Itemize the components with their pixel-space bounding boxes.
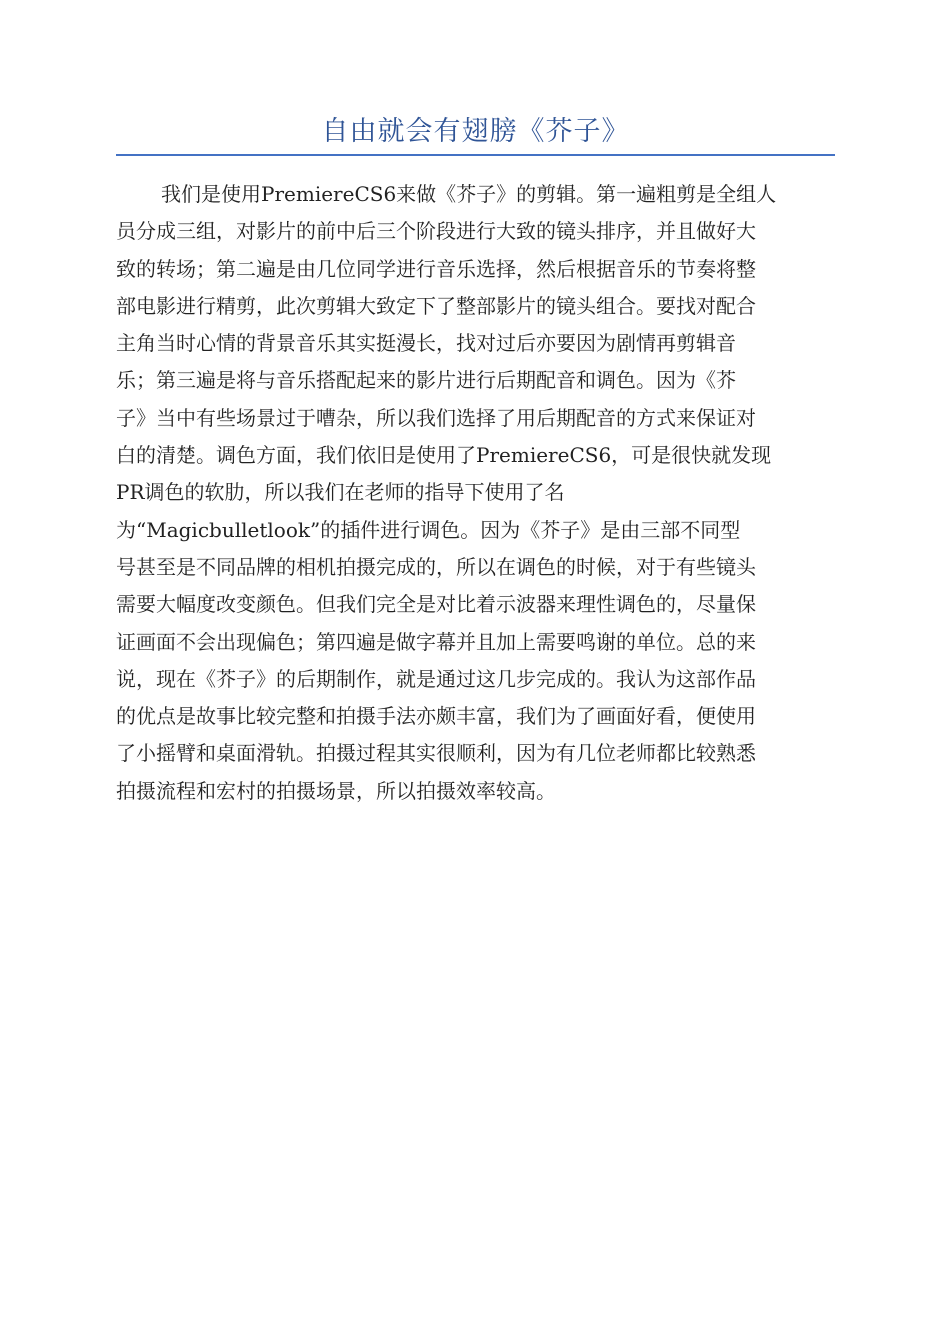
paragraph-line: 了小摇臂和桌面滑轨。拍摄过程其实很顺利，因为有几位老师都比较熟悉 xyxy=(116,741,756,766)
paragraph-line: 子》当中有些场景过于嘈杂，所以我们选择了用后期配音的方式来保证对 xyxy=(116,405,756,430)
paragraph-line: 的优点是故事比较完整和拍摄手法亦颇丰富，我们为了画面好看，便使用 xyxy=(116,704,756,729)
paragraph-line: 我们是使用PremiereCS6来做《芥子》的剪辑。第一遍粗剪是全组人 xyxy=(161,182,777,206)
paragraph-line: 说，现在《芥子》的后期制作，就是通过这几步完成的。我认为这部作品 xyxy=(116,666,756,691)
paragraph-line: 号甚至是不同品牌的相机拍摄完成的，所以在调色的时候，对于有些镜头 xyxy=(116,554,756,579)
paragraph-line: 白的清楚。调色方面，我们依旧是使用了PremiereCS6，可是很快就发现 xyxy=(116,443,772,468)
paragraph-line: 需要大幅度改变颜色。但我们完全是对比着示波器来理性调色的，尽量保 xyxy=(116,592,756,617)
title-underline xyxy=(116,154,835,156)
paragraph-line: 主角当时心情的背景音乐其实挺漫长，找对过后亦要因为剧情再剪辑音 xyxy=(116,331,736,356)
document-title: 自由就会有翅膀《芥子》 xyxy=(321,116,630,147)
paragraph-line: 乐；第三遍是将与音乐搭配起来的影片进行后期配音和调色。因为《芥 xyxy=(116,368,736,393)
body-paragraph xyxy=(116,176,835,810)
paragraph-line: 为“Magicbulletlook”的插件进行调色。因为《芥子》是由三部不同型 xyxy=(116,517,741,542)
paragraph-line: 员分成三组，对影片的前中后三个阶段进行大致的镜头排序，并且做好大 xyxy=(116,219,756,244)
paragraph-line: PR调色的软肋，所以我们在老师的指导下使用了名 xyxy=(116,480,565,505)
paragraph-line: 证画面不会出现偏色；第四遍是做字幕并且加上需要鸣谢的单位。总的来 xyxy=(116,629,756,654)
paragraph-line: 拍摄流程和宏村的拍摄场景，所以拍摄效率较高。 xyxy=(116,778,556,803)
paragraph-line: 部电影进行精剪，此次剪辑大致定下了整部影片的镜头组合。要找对配合 xyxy=(116,293,756,318)
paragraph-line: 致的转场；第二遍是由几位同学进行音乐选择，然后根据音乐的节奏将整 xyxy=(116,256,756,281)
